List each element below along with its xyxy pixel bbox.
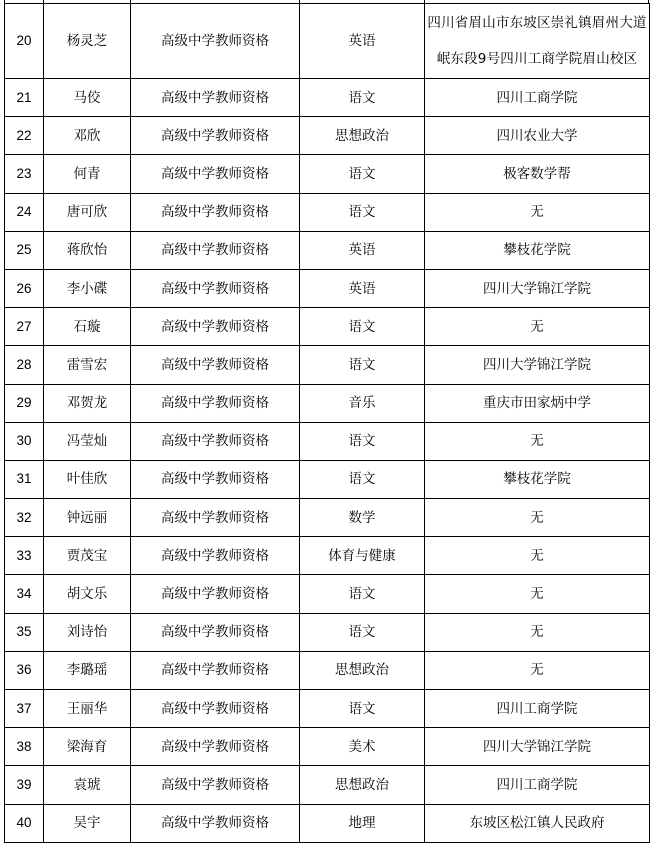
row-number: 36 — [5, 651, 44, 689]
work-unit: 无 — [425, 422, 650, 460]
row-number: 33 — [5, 537, 44, 575]
subject: 语文 — [300, 79, 425, 117]
row-number: 24 — [5, 193, 44, 231]
qualification-type: 高级中学教师资格 — [131, 575, 300, 613]
work-unit: 四川农业大学 — [425, 117, 650, 155]
table-row — [5, 575, 650, 613]
row-number: 26 — [5, 269, 44, 307]
subject: 思想政治 — [300, 766, 425, 804]
applicant-name: 邓欣 — [44, 117, 131, 155]
subject: 英语 — [300, 231, 425, 269]
table-row — [5, 79, 650, 117]
subject: 语文 — [300, 155, 425, 193]
qualification-type: 高级中学教师资格 — [131, 193, 300, 231]
applicant-name: 何青 — [44, 155, 131, 193]
work-unit-line-1: 四川省眉山市东坡区崇礼镇眉州大道 — [427, 15, 647, 31]
qualification-type: 高级中学教师资格 — [131, 231, 300, 269]
subject: 数学 — [300, 499, 425, 537]
applicant-name: 杨灵芝 — [44, 4, 131, 79]
applicant-name: 王丽华 — [44, 690, 131, 728]
qualification-type: 高级中学教师资格 — [131, 155, 300, 193]
work-unit: 无 — [425, 537, 650, 575]
qualification-type: 高级中学教师资格 — [131, 346, 300, 384]
work-unit: 无 — [425, 308, 650, 346]
applicant-name: 李小碟 — [44, 269, 131, 307]
work-unit — [425, 4, 650, 79]
table-row — [5, 346, 650, 384]
qualification-type: 高级中学教师资格 — [131, 613, 300, 651]
table-row — [5, 537, 650, 575]
work-unit: 无 — [425, 575, 650, 613]
applicant-name: 邓贺龙 — [44, 384, 131, 422]
row-number: 38 — [5, 728, 44, 766]
row-number: 27 — [5, 308, 44, 346]
qualification-type: 高级中学教师资格 — [131, 422, 300, 460]
work-unit: 攀枝花学院 — [425, 460, 650, 498]
applicant-name: 冯莹灿 — [44, 422, 131, 460]
table-row — [5, 193, 650, 231]
table-row — [5, 422, 650, 460]
row-number: 32 — [5, 499, 44, 537]
applicant-name: 梁海育 — [44, 728, 131, 766]
subject: 语文 — [300, 308, 425, 346]
table-row — [5, 460, 650, 498]
row-number: 21 — [5, 79, 44, 117]
work-unit-line-2: 岷东段9号四川工商学院眉山校区 — [436, 51, 638, 67]
subject: 语文 — [300, 613, 425, 651]
table-row — [5, 651, 650, 689]
table-row — [5, 231, 650, 269]
qualification-type: 高级中学教师资格 — [131, 460, 300, 498]
subject: 语文 — [300, 422, 425, 460]
subject: 语文 — [300, 575, 425, 613]
subject: 英语 — [300, 269, 425, 307]
subject: 语文 — [300, 460, 425, 498]
qualification-type: 高级中学教师资格 — [131, 79, 300, 117]
applicant-name: 李璐瑶 — [44, 651, 131, 689]
row-number: 30 — [5, 422, 44, 460]
qualification-type: 高级中学教师资格 — [131, 537, 300, 575]
row-number: 20 — [5, 4, 44, 79]
work-unit: 东坡区松江镇人民政府 — [425, 804, 650, 842]
subject: 语文 — [300, 690, 425, 728]
qualification-type: 高级中学教师资格 — [131, 690, 300, 728]
subject: 思想政治 — [300, 651, 425, 689]
work-unit: 攀枝花学院 — [425, 231, 650, 269]
table-row — [5, 384, 650, 422]
applicant-name: 叶佳欣 — [44, 460, 131, 498]
table-row — [5, 155, 650, 193]
subject: 音乐 — [300, 384, 425, 422]
work-unit: 四川大学锦江学院 — [425, 728, 650, 766]
table-row — [5, 728, 650, 766]
teacher-qualification-table — [4, 3, 650, 843]
table-row — [5, 499, 650, 537]
row-number: 35 — [5, 613, 44, 651]
qualification-type: 高级中学教师资格 — [131, 269, 300, 307]
qualification-type: 高级中学教师资格 — [131, 499, 300, 537]
work-unit: 四川工商学院 — [425, 79, 650, 117]
qualification-type: 高级中学教师资格 — [131, 308, 300, 346]
applicant-name: 袁琥 — [44, 766, 131, 804]
applicant-name: 钟远丽 — [44, 499, 131, 537]
qualification-type: 高级中学教师资格 — [131, 651, 300, 689]
work-unit: 无 — [425, 651, 650, 689]
work-unit: 无 — [425, 499, 650, 537]
table-row — [5, 308, 650, 346]
work-unit: 四川工商学院 — [425, 766, 650, 804]
work-unit: 极客数学帮 — [425, 155, 650, 193]
table-row — [5, 4, 650, 79]
applicant-name: 贾茂宝 — [44, 537, 131, 575]
subject: 美术 — [300, 728, 425, 766]
table-row — [5, 269, 650, 307]
qualification-type: 高级中学教师资格 — [131, 728, 300, 766]
applicant-name: 蒋欣怡 — [44, 231, 131, 269]
table-row — [5, 766, 650, 804]
row-number: 22 — [5, 117, 44, 155]
qualification-type: 高级中学教师资格 — [131, 766, 300, 804]
applicant-name: 雷雪宏 — [44, 346, 131, 384]
subject: 思想政治 — [300, 117, 425, 155]
table-row — [5, 117, 650, 155]
subject: 语文 — [300, 346, 425, 384]
work-unit: 四川大学锦江学院 — [425, 346, 650, 384]
table-row — [5, 804, 650, 842]
qualification-type: 高级中学教师资格 — [131, 4, 300, 79]
qualification-type: 高级中学教师资格 — [131, 804, 300, 842]
row-number: 40 — [5, 804, 44, 842]
qualification-type: 高级中学教师资格 — [131, 117, 300, 155]
work-unit: 无 — [425, 193, 650, 231]
subject: 语文 — [300, 193, 425, 231]
row-number: 34 — [5, 575, 44, 613]
row-number: 29 — [5, 384, 44, 422]
row-number: 25 — [5, 231, 44, 269]
applicant-name: 马佼 — [44, 79, 131, 117]
table-row — [5, 613, 650, 651]
row-number: 37 — [5, 690, 44, 728]
applicant-name: 胡文乐 — [44, 575, 131, 613]
work-unit: 重庆市田家炳中学 — [425, 384, 650, 422]
work-unit: 四川大学锦江学院 — [425, 269, 650, 307]
applicant-name: 刘诗怡 — [44, 613, 131, 651]
row-number: 31 — [5, 460, 44, 498]
applicant-name: 唐可欣 — [44, 193, 131, 231]
table-row — [5, 690, 650, 728]
applicant-name: 石璇 — [44, 308, 131, 346]
row-number: 39 — [5, 766, 44, 804]
applicant-name: 吴宇 — [44, 804, 131, 842]
row-number: 23 — [5, 155, 44, 193]
row-number: 28 — [5, 346, 44, 384]
subject: 地理 — [300, 804, 425, 842]
work-unit: 无 — [425, 613, 650, 651]
qualification-type: 高级中学教师资格 — [131, 384, 300, 422]
subject: 体育与健康 — [300, 537, 425, 575]
subject: 英语 — [300, 4, 425, 79]
work-unit: 四川工商学院 — [425, 690, 650, 728]
